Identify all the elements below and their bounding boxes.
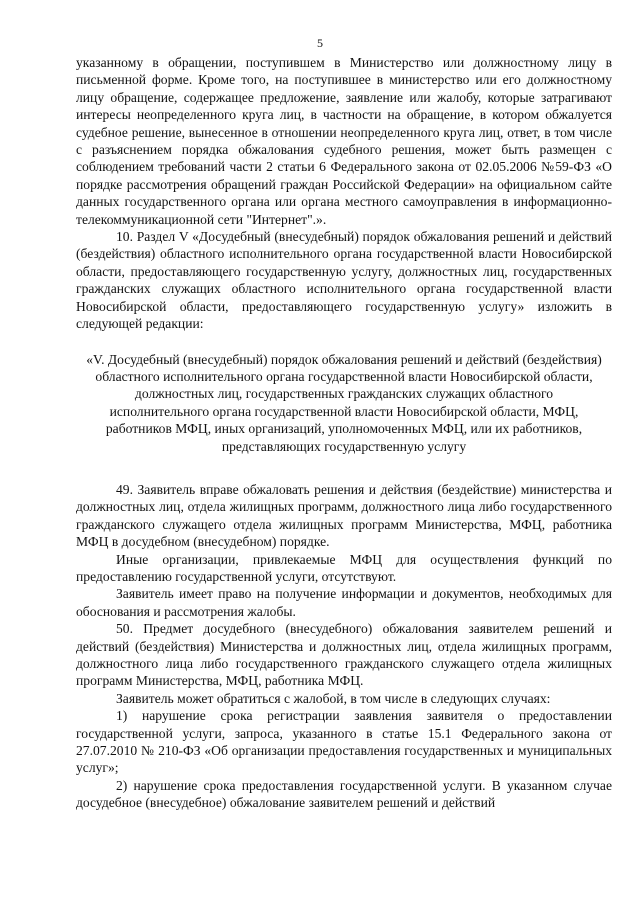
paragraph-item-50: 50. Предмет досудебного (внесудебного) обжалования заявителем решений и действий (бездействия) Министерства и должностных лиц, отдела жилищных программ, должностного лица либо государственного гражданского служащего отдела жилищных программ Министерства, МФЦ, работника МФЦ. bbox=[76, 621, 612, 689]
section-v-title: «V. Досудебный (внесудебный) порядок обжалования решений и действий (бездействия) областного исполнительного органа государственной власти Новосибирской области, должностных лиц, государственных гражданских служащих областного исполнительного органа государственной власти Новосибирской области, МФЦ, работников МФЦ, иных организаций, уполномоченных МФЦ, или их работников, представляющих государственную услугу bbox=[86, 351, 602, 454]
list-item-1: 1) нарушение срока регистрации заявления заявителя о предоставлении государственной услуги, запроса, указанного в статье 15.1 Федерального закона от 27.07.2010 № 210-ФЗ «Об организации предоставления государственных и муниципальных услуг»; bbox=[76, 708, 612, 776]
section-spacer bbox=[76, 455, 612, 481]
document-body bbox=[76, 54, 612, 812]
paragraph-item-10: 10. Раздел V «Досудебный (внесудебный) порядок обжалования решений и действий (бездействия) областного исполнительного органа государственной власти Новосибирской области, предоставляющего государственную услугу, должностных лиц, государственных гражданских служащих областного исполнительного органа государственной власти Новосибирской области, предоставляющего государственную услугу» изложить в следующей редакции: bbox=[76, 229, 612, 332]
paragraph-continuation: указанному в обращении, поступившем в Министерство или должностному лицу в письменной форме. Кроме того, на поступившее в министерство или его должностному лицу обращение, содержащее предложение, заявление или жалобу, которые затрагивают интересы неопределенного круга лиц, в частности на обращение, в котором обжалуется судебное решение, вынесенное в отношении неопределенного круга лиц, ответ, в том числе с разъяснением порядка обжалования судебного решения, может быть размещен с соблюдением требований части 2 статьи 6 Федерального закона от 02.05.2006 №59-ФЗ «О порядке рассмотрения обращений граждан Российской Федерации» на официальном сайте данных государственного органа или органа местного самоуправления в информационно-телекоммуникационной сети "Интернет".». bbox=[76, 55, 612, 227]
paragraph-right-to-information: Заявитель имеет право на получение информации и документов, необходимых для обоснования и рассмотрения жалобы. bbox=[76, 586, 612, 619]
page-number: 5 bbox=[317, 36, 323, 50]
paragraph-item-49: 49. Заявитель вправе обжаловать решения и действия (бездействие) министерства и должностных лиц, отдела жилищных программ, должностного лица либо государственного гражданского служащего отдела жилищных программ Министерства, МФЦ, работника МФЦ в досудебном (внесудебном) порядке. bbox=[76, 481, 612, 550]
list-item-2: 2) нарушение срока предоставления государственной услуги. В указанном случае досудебное (внесудебное) обжалование заявителем решений и действий bbox=[76, 777, 612, 811]
paragraph-complaint-cases-intro: Заявитель может обратиться с жалобой, в том числе в следующих случаях: bbox=[116, 690, 551, 706]
paragraph-other-organizations: Иные организации, привлекаемые МФЦ для осуществления функций по предоставлению государственной услуги, отсутствуют. bbox=[76, 551, 612, 584]
